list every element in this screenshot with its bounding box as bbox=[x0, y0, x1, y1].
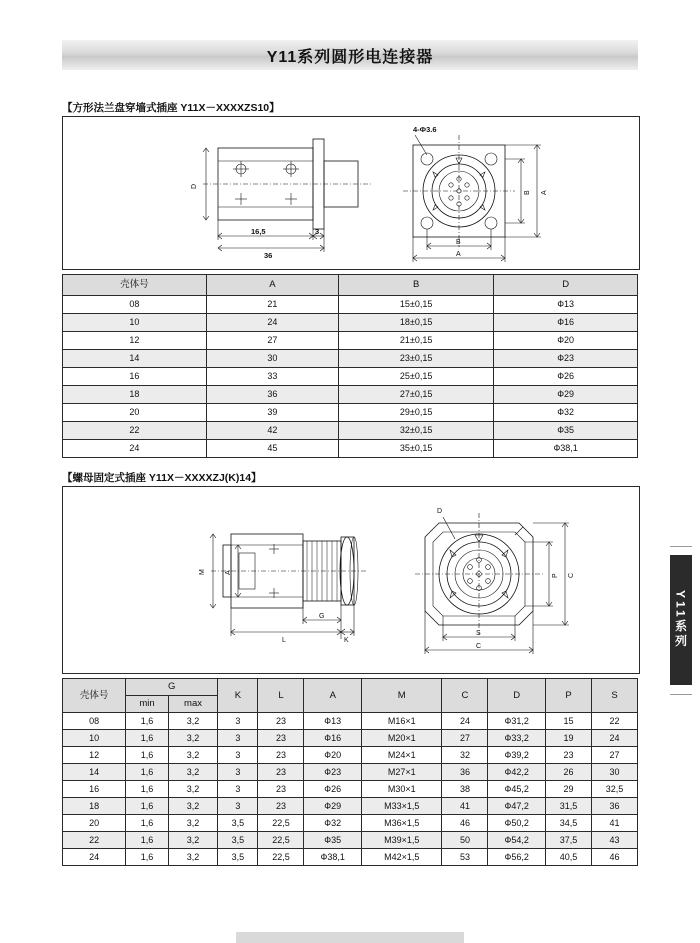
cell-m: M36×1,5 bbox=[361, 815, 442, 832]
svg-text:C: C bbox=[568, 572, 575, 578]
cell-g-min: 1,6 bbox=[126, 781, 169, 798]
svg-text:A: A bbox=[456, 251, 461, 258]
cell-a: Ф16 bbox=[304, 730, 362, 747]
cell-l: 22,5 bbox=[258, 815, 304, 832]
cell-c: 27 bbox=[442, 730, 488, 747]
svg-text:L: L bbox=[282, 637, 286, 644]
cell-c: 24 bbox=[442, 713, 488, 730]
table-row bbox=[63, 404, 638, 422]
cell-c: 36 bbox=[442, 764, 488, 781]
cell-g-max: 3,2 bbox=[168, 798, 217, 815]
cell-g-min: 1,6 bbox=[126, 764, 169, 781]
cell-m: M24×1 bbox=[361, 747, 442, 764]
figure-square-flange bbox=[62, 116, 640, 270]
cell-c: 53 bbox=[442, 849, 488, 866]
cell-a: Ф26 bbox=[304, 781, 362, 798]
svg-text:3: 3 bbox=[315, 227, 320, 236]
cell-g-max: 3,2 bbox=[168, 815, 217, 832]
cell-a: Ф29 bbox=[304, 798, 362, 815]
cell-g-min: 1,6 bbox=[126, 747, 169, 764]
cell-a: Ф35 bbox=[304, 832, 362, 849]
svg-text:36: 36 bbox=[264, 251, 273, 260]
cell-g-max: 3,2 bbox=[168, 764, 217, 781]
cell-s: 36 bbox=[591, 798, 637, 815]
cell-l: 22,5 bbox=[258, 832, 304, 849]
cell-c: 50 bbox=[442, 832, 488, 849]
cell-shell: 18 bbox=[63, 386, 207, 404]
svg-text:D: D bbox=[191, 183, 198, 189]
table-row bbox=[63, 368, 638, 386]
cell-b: 18±0,15 bbox=[339, 314, 494, 332]
table-row bbox=[63, 440, 638, 458]
col-header-d: D bbox=[488, 679, 546, 713]
cell-shell: 18 bbox=[63, 798, 126, 815]
cell-d: Ф39,2 bbox=[488, 747, 546, 764]
cell-d: Ф31,2 bbox=[488, 713, 546, 730]
cell-b: 29±0,15 bbox=[339, 404, 494, 422]
cell-p: 34,5 bbox=[545, 815, 591, 832]
cell-a: 45 bbox=[206, 440, 338, 458]
col-header-b: B bbox=[339, 275, 494, 296]
cell-g-max: 3,2 bbox=[168, 713, 217, 730]
cell-c: 41 bbox=[442, 798, 488, 815]
cell-shell: 10 bbox=[63, 314, 207, 332]
cell-a: 30 bbox=[206, 350, 338, 368]
cell-a: 33 bbox=[206, 368, 338, 386]
table-row bbox=[63, 332, 638, 350]
page-header-banner bbox=[62, 40, 638, 70]
cell-d: Ф42,2 bbox=[488, 764, 546, 781]
cell-g-max: 3,2 bbox=[168, 747, 217, 764]
cell-a: 42 bbox=[206, 422, 338, 440]
col-header-shell: 壳体号 bbox=[63, 275, 207, 296]
cell-shell: 16 bbox=[63, 781, 126, 798]
cell-shell: 24 bbox=[63, 849, 126, 866]
svg-text:G: G bbox=[319, 613, 325, 620]
svg-text:K: K bbox=[344, 637, 349, 644]
cell-d: Ф45,2 bbox=[488, 781, 546, 798]
cell-k: 3 bbox=[218, 747, 258, 764]
table-row bbox=[63, 849, 638, 866]
cell-p: 29 bbox=[545, 781, 591, 798]
cell-b: 25±0,15 bbox=[339, 368, 494, 386]
cell-shell: 22 bbox=[63, 422, 207, 440]
table-row bbox=[63, 386, 638, 404]
cell-shell: 10 bbox=[63, 730, 126, 747]
col-header-g-max: max bbox=[168, 696, 217, 713]
col-header-c: C bbox=[442, 679, 488, 713]
table-row bbox=[63, 730, 638, 747]
svg-text:B: B bbox=[456, 239, 461, 246]
cell-a: 39 bbox=[206, 404, 338, 422]
cell-b: 21±0,15 bbox=[339, 332, 494, 350]
cell-d: Ф29 bbox=[494, 386, 638, 404]
table-row bbox=[63, 764, 638, 781]
cell-m: M42×1,5 bbox=[361, 849, 442, 866]
cell-m: M30×1 bbox=[361, 781, 442, 798]
col-header-m: M bbox=[361, 679, 442, 713]
table-header-row bbox=[63, 275, 638, 296]
cell-a: Ф23 bbox=[304, 764, 362, 781]
svg-text:4-Ф3.6: 4-Ф3.6 bbox=[413, 125, 437, 134]
table-row bbox=[63, 296, 638, 314]
cell-g-max: 3,2 bbox=[168, 730, 217, 747]
cell-shell: 20 bbox=[63, 815, 126, 832]
cell-c: 32 bbox=[442, 747, 488, 764]
cell-k: 3 bbox=[218, 764, 258, 781]
svg-text:P: P bbox=[552, 573, 559, 578]
cell-k: 3,5 bbox=[218, 815, 258, 832]
table-row bbox=[63, 422, 638, 440]
cell-shell: 08 bbox=[63, 296, 207, 314]
cell-s: 46 bbox=[591, 849, 637, 866]
col-header-a: A bbox=[304, 679, 362, 713]
cell-g-min: 1,6 bbox=[126, 832, 169, 849]
cell-d: Ф56,2 bbox=[488, 849, 546, 866]
svg-text:B: B bbox=[524, 190, 531, 195]
cell-l: 23 bbox=[258, 747, 304, 764]
col-header-s: S bbox=[591, 679, 637, 713]
cell-a: Ф13 bbox=[304, 713, 362, 730]
cell-m: M27×1 bbox=[361, 764, 442, 781]
cell-shell: 24 bbox=[63, 440, 207, 458]
cell-d: Ф23 bbox=[494, 350, 638, 368]
table-row bbox=[63, 350, 638, 368]
cell-d: Ф38,1 bbox=[494, 440, 638, 458]
cell-l: 23 bbox=[258, 798, 304, 815]
table-row bbox=[63, 832, 638, 849]
cell-p: 19 bbox=[545, 730, 591, 747]
cell-k: 3 bbox=[218, 798, 258, 815]
cell-d: Ф50,2 bbox=[488, 815, 546, 832]
cell-g-min: 1,6 bbox=[126, 730, 169, 747]
svg-text:D: D bbox=[437, 508, 443, 515]
cell-a: 27 bbox=[206, 332, 338, 350]
cell-b: 23±0,15 bbox=[339, 350, 494, 368]
cell-d: Ф26 bbox=[494, 368, 638, 386]
svg-text:A: A bbox=[541, 190, 548, 195]
cell-g-max: 3,2 bbox=[168, 849, 217, 866]
side-tab-series bbox=[670, 555, 692, 685]
cell-b: 35±0,15 bbox=[339, 440, 494, 458]
cell-k: 3 bbox=[218, 713, 258, 730]
svg-text:M: M bbox=[199, 569, 206, 575]
cell-l: 23 bbox=[258, 764, 304, 781]
cell-g-min: 1,6 bbox=[126, 815, 169, 832]
col-header-l: L bbox=[258, 679, 304, 713]
cell-shell: 14 bbox=[63, 350, 207, 368]
col-header-a: A bbox=[206, 275, 338, 296]
svg-text:C: C bbox=[476, 643, 482, 650]
cell-g-min: 1,6 bbox=[126, 849, 169, 866]
table-square-flange-dimensions bbox=[62, 274, 638, 458]
cell-l: 23 bbox=[258, 730, 304, 747]
page-title: Y11系列圆形电连接器 bbox=[266, 48, 434, 66]
table-row bbox=[63, 798, 638, 815]
cell-b: 27±0,15 bbox=[339, 386, 494, 404]
cell-g-min: 1,6 bbox=[126, 798, 169, 815]
cell-b: 32±0,15 bbox=[339, 422, 494, 440]
cell-l: 23 bbox=[258, 713, 304, 730]
cell-b: 15±0,15 bbox=[339, 296, 494, 314]
cell-shell: 16 bbox=[63, 368, 207, 386]
cell-k: 3 bbox=[218, 730, 258, 747]
col-header-g-min: min bbox=[126, 696, 169, 713]
col-header-d: D bbox=[494, 275, 638, 296]
col-header-shell: 壳体号 bbox=[63, 679, 126, 713]
cell-shell: 08 bbox=[63, 713, 126, 730]
figure-nut-mount bbox=[62, 486, 640, 674]
cell-shell: 20 bbox=[63, 404, 207, 422]
cell-a: 36 bbox=[206, 386, 338, 404]
section-label-2: 【螺母固定式插座 Y11X－XXXXZJ(K)14】 bbox=[62, 472, 262, 484]
col-header-p: P bbox=[545, 679, 591, 713]
cell-g-min: 1,6 bbox=[126, 713, 169, 730]
section-label-1: 【方形法兰盘穿墙式插座 Y11X－XXXXZS10】 bbox=[62, 102, 280, 114]
cell-s: 41 bbox=[591, 815, 637, 832]
cell-d: Ф32 bbox=[494, 404, 638, 422]
cell-g-max: 3,2 bbox=[168, 832, 217, 849]
table-row bbox=[63, 781, 638, 798]
cell-a: 24 bbox=[206, 314, 338, 332]
cell-k: 3,5 bbox=[218, 832, 258, 849]
cell-p: 23 bbox=[545, 747, 591, 764]
cell-shell: 12 bbox=[63, 332, 207, 350]
cell-c: 46 bbox=[442, 815, 488, 832]
table-row bbox=[63, 713, 638, 730]
cell-m: M39×1,5 bbox=[361, 832, 442, 849]
cell-p: 26 bbox=[545, 764, 591, 781]
cell-d: Ф35 bbox=[494, 422, 638, 440]
cell-d: Ф47,2 bbox=[488, 798, 546, 815]
cell-shell: 12 bbox=[63, 747, 126, 764]
svg-text:16,5: 16,5 bbox=[251, 227, 266, 236]
cell-s: 43 bbox=[591, 832, 637, 849]
cell-g-max: 3,2 bbox=[168, 781, 217, 798]
cell-k: 3 bbox=[218, 781, 258, 798]
cell-d: Ф16 bbox=[494, 314, 638, 332]
svg-text:A: A bbox=[225, 570, 232, 575]
cell-d: Ф33,2 bbox=[488, 730, 546, 747]
side-tab-rule-top bbox=[670, 546, 692, 547]
cell-l: 23 bbox=[258, 781, 304, 798]
cell-s: 32,5 bbox=[591, 781, 637, 798]
col-header-g: G bbox=[126, 679, 218, 696]
cell-a: 21 bbox=[206, 296, 338, 314]
cell-a: Ф38,1 bbox=[304, 849, 362, 866]
svg-text:S: S bbox=[476, 630, 481, 637]
cell-k: 3,5 bbox=[218, 849, 258, 866]
cell-shell: 14 bbox=[63, 764, 126, 781]
col-header-k: K bbox=[218, 679, 258, 713]
cell-shell: 22 bbox=[63, 832, 126, 849]
table-row bbox=[63, 815, 638, 832]
cell-p: 40,5 bbox=[545, 849, 591, 866]
cell-c: 38 bbox=[442, 781, 488, 798]
side-tab-rule-bottom bbox=[670, 694, 692, 695]
table-nut-mount-dimensions bbox=[62, 678, 638, 866]
cell-m: M20×1 bbox=[361, 730, 442, 747]
cell-s: 24 bbox=[591, 730, 637, 747]
cell-m: M33×1,5 bbox=[361, 798, 442, 815]
cell-a: Ф20 bbox=[304, 747, 362, 764]
cell-s: 30 bbox=[591, 764, 637, 781]
cell-m: M16×1 bbox=[361, 713, 442, 730]
table-row bbox=[63, 314, 638, 332]
cell-a: Ф32 bbox=[304, 815, 362, 832]
cell-s: 27 bbox=[591, 747, 637, 764]
cell-p: 15 bbox=[545, 713, 591, 730]
cell-d: Ф13 bbox=[494, 296, 638, 314]
cell-l: 22,5 bbox=[258, 849, 304, 866]
cell-p: 37,5 bbox=[545, 832, 591, 849]
cell-p: 31,5 bbox=[545, 798, 591, 815]
cell-d: Ф54,2 bbox=[488, 832, 546, 849]
cell-s: 22 bbox=[591, 713, 637, 730]
table-row bbox=[63, 747, 638, 764]
footer-bar bbox=[236, 932, 464, 943]
table-header-row-top bbox=[63, 679, 638, 696]
cell-d: Ф20 bbox=[494, 332, 638, 350]
side-tab-label: Y11系列 bbox=[673, 590, 688, 650]
